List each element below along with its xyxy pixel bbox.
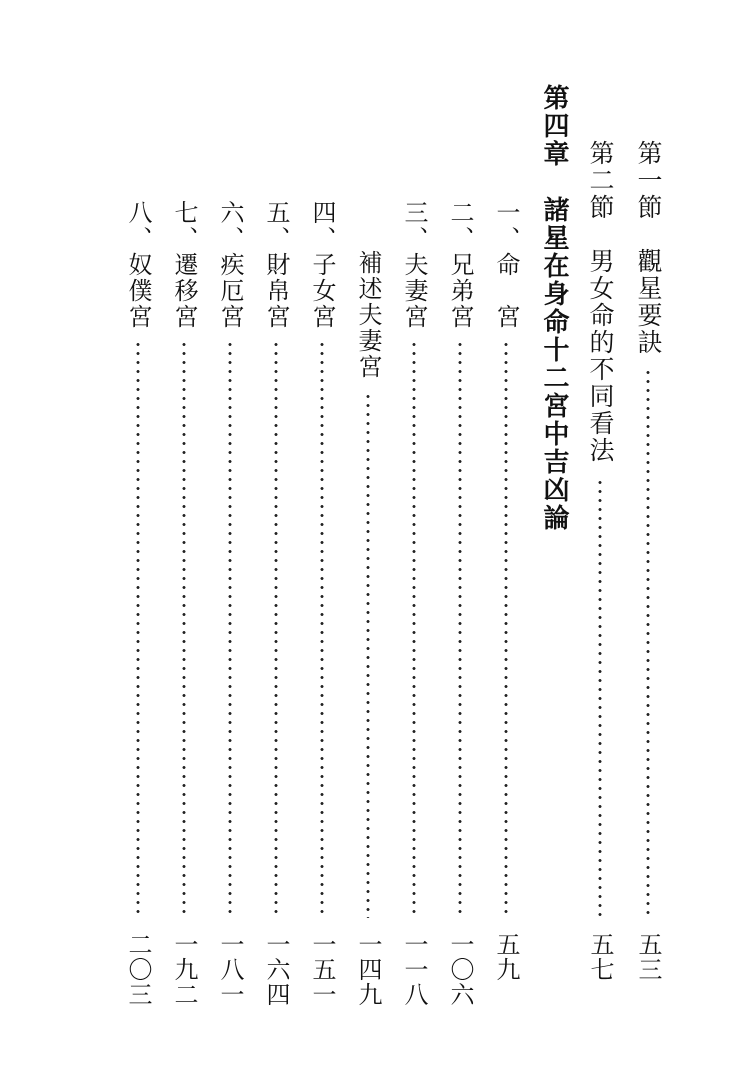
entry-title: 四、子女宮 [308, 200, 336, 330]
entry-title: 一、命 宮 [492, 200, 520, 330]
toc-entry [394, 0, 434, 1068]
entry-page-number: 一六四 [262, 932, 290, 1007]
chapter-heading [534, 0, 574, 1068]
entry-title: 八、奴僕宮 [124, 200, 152, 330]
toc-entry [580, 0, 620, 1068]
toc-entry [210, 0, 250, 1068]
dot-leader [182, 340, 186, 918]
toc-entry [348, 0, 388, 1068]
entry-title: 七、遷移宮 [170, 200, 198, 330]
dot-leader [646, 368, 650, 918]
toc-entry [302, 0, 342, 1068]
entry-title: 二、兄弟宮 [446, 200, 474, 330]
toc-entry [440, 0, 480, 1068]
dot-leader [504, 340, 508, 918]
entry-page-number: 一〇六 [446, 932, 474, 1007]
entry-title: 六、疾厄宮 [216, 200, 244, 330]
dot-leader [458, 340, 462, 918]
dot-leader [228, 340, 232, 918]
entry-title: 補述夫妻宮 [354, 250, 382, 380]
dot-leader [136, 340, 140, 918]
entry-page-number: 五三 [634, 932, 662, 982]
toc-entry [164, 0, 204, 1068]
dot-leader [598, 478, 602, 918]
entry-page-number: 二〇三 [124, 932, 152, 1007]
dot-leader [366, 392, 370, 918]
entry-title: 第二節 男女命的不同看法 [586, 140, 615, 464]
toc-entry [118, 0, 158, 1068]
dot-leader [320, 340, 324, 918]
entry-page-number: 五九 [492, 932, 520, 982]
toc-entry [486, 0, 526, 1068]
chapter-title: 第四章 諸星在身命十二宮中吉凶論 [539, 84, 569, 532]
entry-title: 第一節 觀星要訣 [634, 140, 663, 356]
dot-leader [412, 340, 416, 918]
entry-page-number: 五七 [586, 932, 614, 982]
entry-page-number: 一五一 [308, 932, 336, 1007]
entry-title: 三、夫妻宮 [400, 200, 428, 330]
entry-page-number: 一一八 [400, 932, 428, 1007]
toc-entry [256, 0, 296, 1068]
dot-leader [274, 340, 278, 918]
entry-page-number: 一四九 [354, 932, 382, 1007]
entry-title: 五、財帛宮 [262, 200, 290, 330]
toc-entry [628, 0, 668, 1068]
entry-page-number: 一九二 [170, 932, 198, 1007]
entry-page-number: 一八一 [216, 932, 244, 1007]
